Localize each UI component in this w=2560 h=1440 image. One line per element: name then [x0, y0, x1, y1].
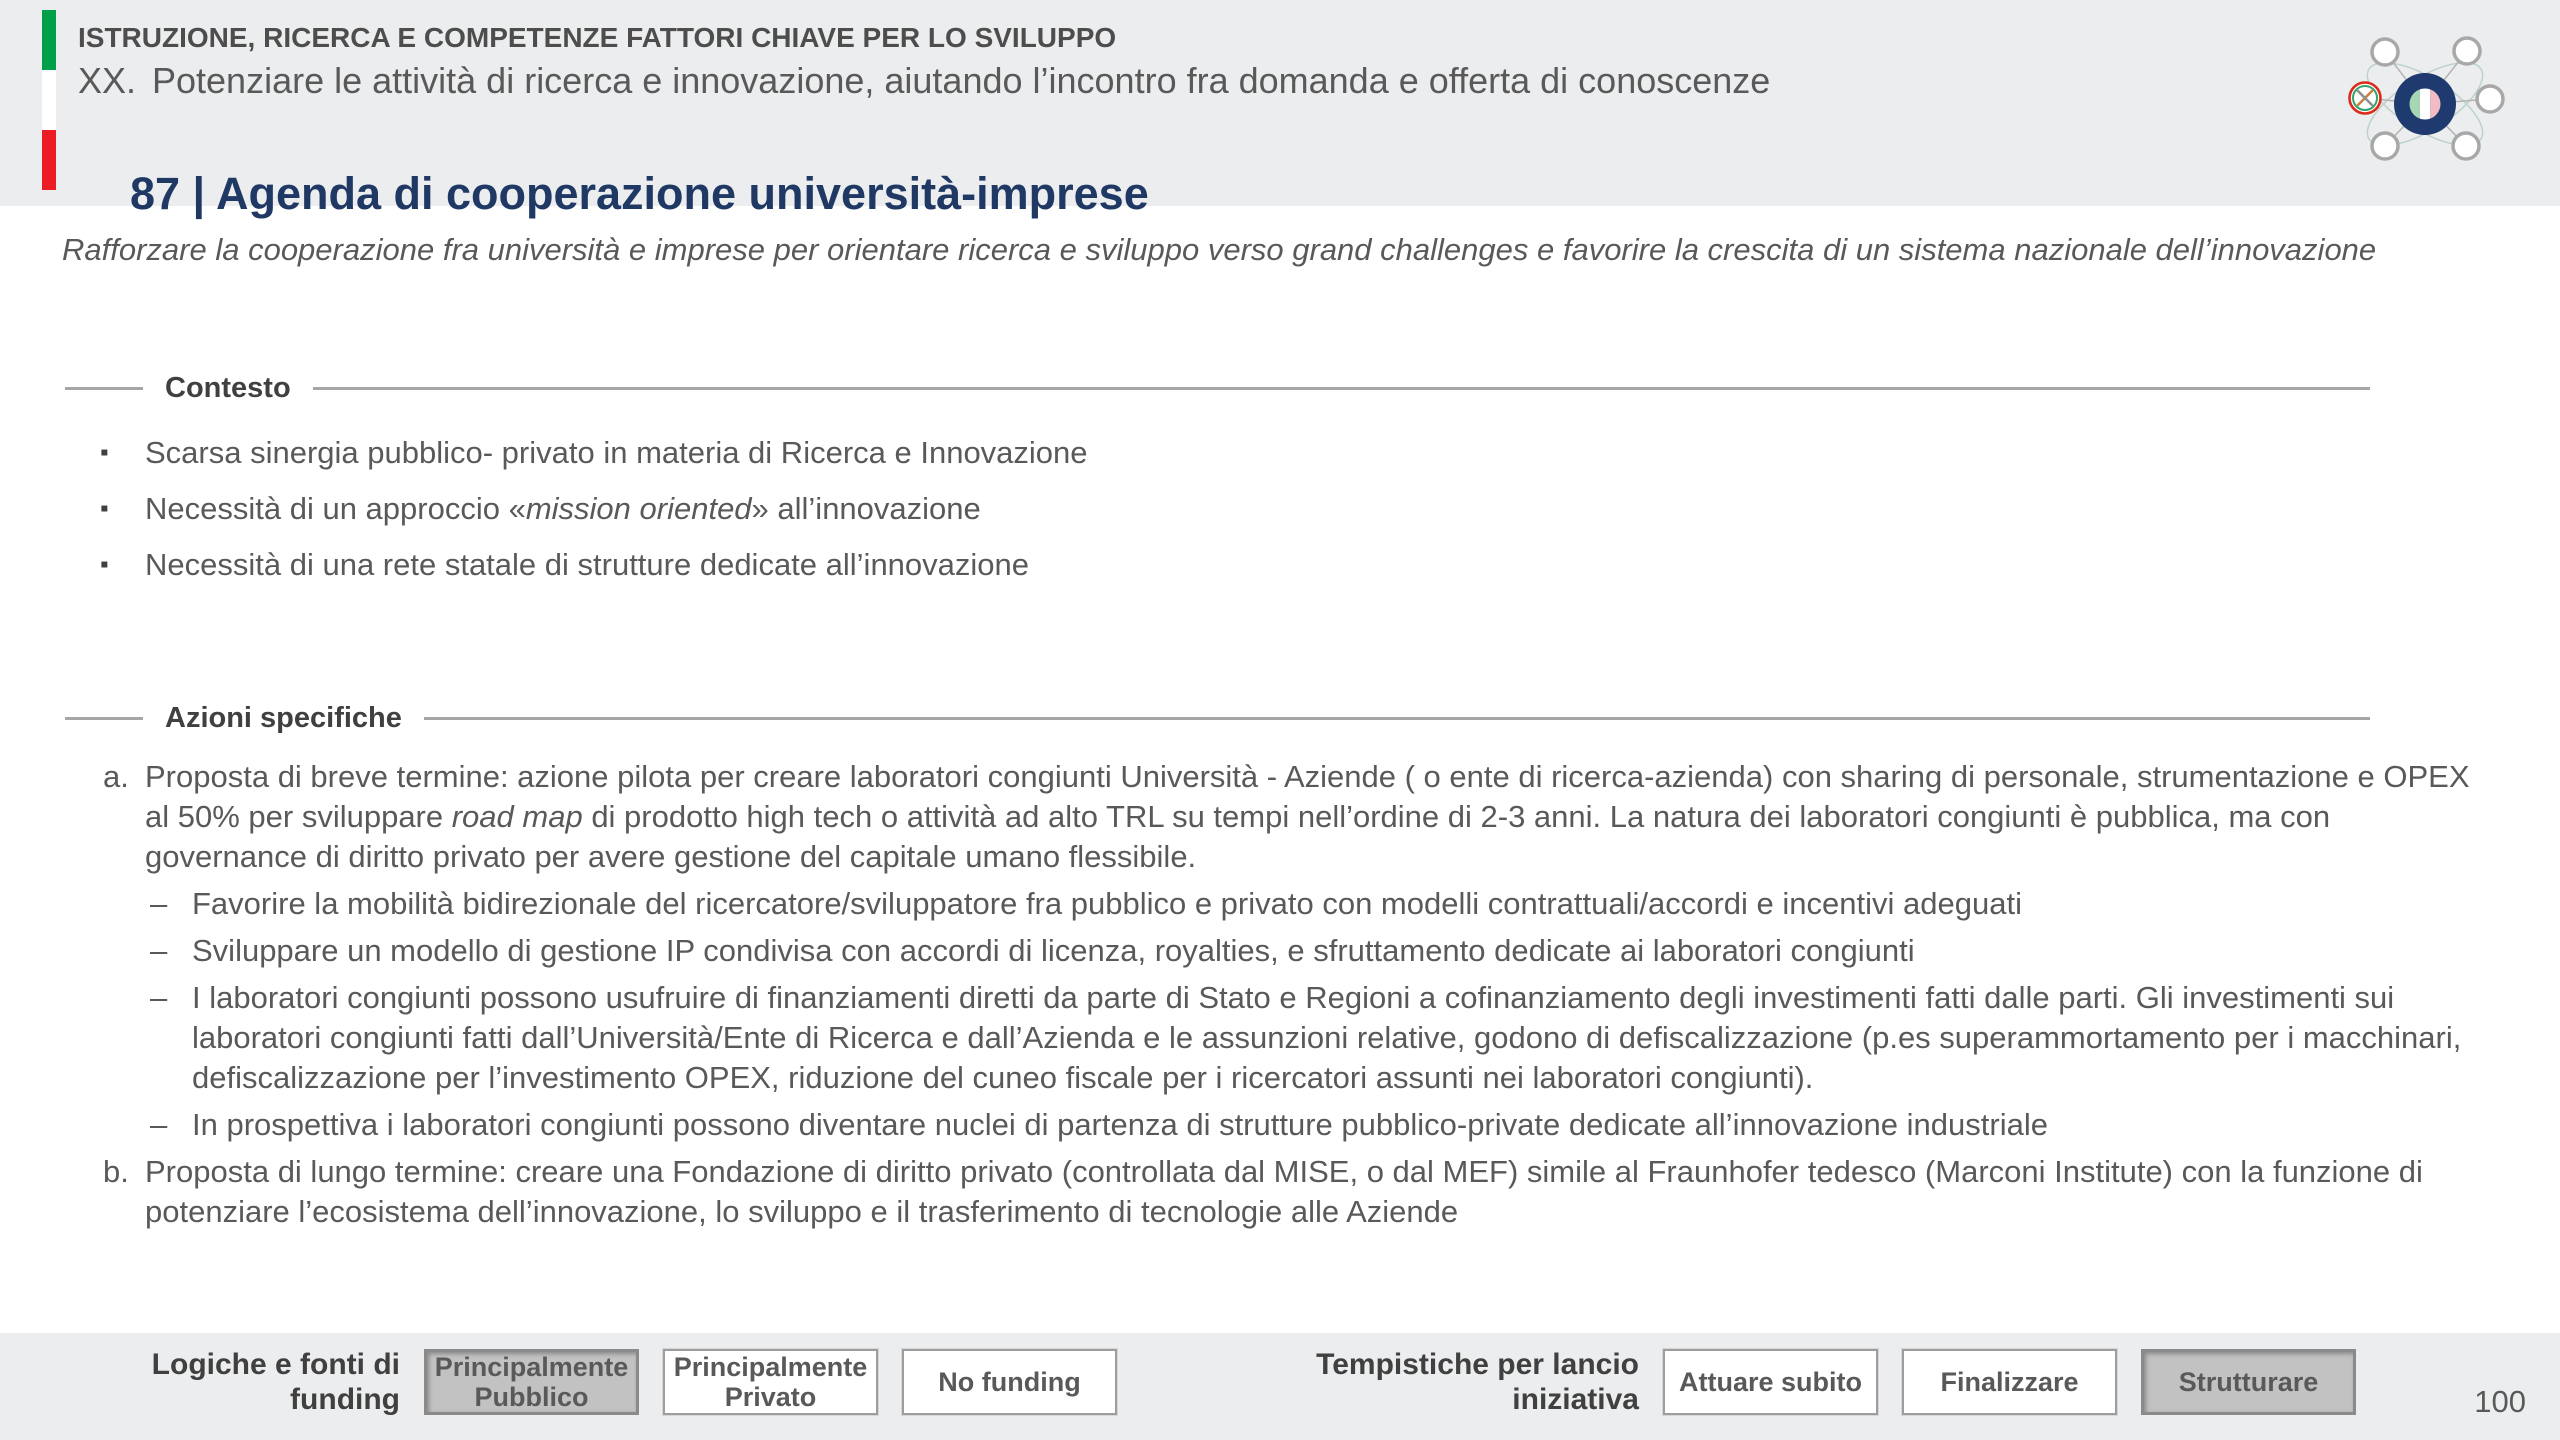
- divider-line: [65, 387, 143, 390]
- objective-statement: Rafforzare la cooperazione fra università e imprese per orientare ricerca e sviluppo verso grand challenges e favorire la crescita di un sistema nazionale dell’innovazione: [62, 232, 2377, 267]
- funding-option-no-funding: No funding: [902, 1349, 1117, 1415]
- page-title: 87 | Agenda di cooperazione università-imprese: [130, 168, 1149, 220]
- logo-node: [2454, 38, 2480, 64]
- sub-action-text: I laboratori congiunti possono usufruire di finanziamenti diretti da parte di Stato e Regioni a cofinanziamento degli investimenti fatti dalle parti. Gli investimenti sui laboratori congiunti fatti dall’Università/Ente di Ricerca e dall’Azienda e le assunzioni relative, godono di defiscalizzazione (p.es superammortamento per i macchinari, defiscalizzazione per l’investimento OPEX, riduzione del cuneo fiscale per i ricercatori assunti nei laboratori congiunti).: [192, 980, 2462, 1095]
- pillar-subtitle: [78, 60, 1770, 102]
- timing-option-attuare-subito: Attuare subito: [1663, 1349, 1878, 1415]
- list-item: [65, 545, 2490, 585]
- logo-highlighted-node: [2350, 83, 2381, 114]
- contesto-heading: Contesto: [165, 372, 291, 404]
- azioni-header: [65, 702, 2490, 735]
- dash-bullet-icon: –: [150, 1107, 168, 1142]
- sub-action-text: In prospettiva i laboratori congiunti possono diventare nuclei di partenza di strutture pubblico-private dedicate all’innovazione industriale: [192, 1107, 2048, 1142]
- funding-option-principalmente-privato: Principalmente Privato: [663, 1349, 878, 1415]
- action-label: a.: [103, 759, 129, 794]
- dash-bullet-icon: –: [150, 933, 168, 968]
- timing-option-strutturare: Strutturare: [2141, 1349, 2356, 1415]
- funding-option-principalmente-pubblico: Principalmente Pubblico: [424, 1349, 639, 1415]
- timing-option-finalizzare: Finalizzare: [1902, 1349, 2117, 1415]
- sub-action-item: [65, 978, 2490, 1098]
- divider-line: [65, 717, 143, 720]
- divider-line: [424, 717, 2370, 720]
- divider-line: [313, 387, 2370, 390]
- azioni-list: [65, 757, 2490, 1232]
- funding-legend: [138, 1344, 1117, 1420]
- azioni-heading: Azioni specifiche: [165, 702, 402, 734]
- sub-action-item: [65, 884, 2490, 924]
- funding-legend-label: Logiche e fonti di funding: [151, 1348, 400, 1416]
- action-item-a: [65, 757, 2490, 877]
- square-bullet-icon: ▪: [100, 439, 109, 466]
- logo-node: [2372, 39, 2398, 65]
- square-bullet-icon: ▪: [100, 495, 109, 522]
- dash-bullet-icon: –: [150, 980, 168, 1015]
- flag-white-stripe: [42, 70, 56, 130]
- action-text: Proposta di breve termine: azione pilota per creare laboratori congiunti Università - Aziende ( o ente di ricerca-azienda) con sharing di personale, strumentazione e OPEX al 50% per sviluppare road map di prodotto high tech o attività ad alto TRL su tempi nell’ordine di 2-3 anni. La natura dei laboratori congiunti è pubblica, ma con governance di diritto privato per avere gestione del capitale umano flessibile.: [145, 759, 2470, 874]
- action-item-b: [65, 1152, 2490, 1232]
- pillar-index: XX.: [78, 60, 137, 101]
- square-bullet-icon: ▪: [100, 551, 109, 578]
- bullet-text: Necessità di una rete statale di strutture dedicate all’innovazione: [145, 547, 1030, 582]
- sub-action-item: [65, 1105, 2490, 1145]
- page-number: 100: [2474, 1384, 2526, 1419]
- flag-green-stripe: [42, 10, 56, 70]
- bullet-text: Scarsa sinergia pubblico- privato in materia di Ricerca e Innovazione: [145, 435, 1088, 470]
- action-text: Proposta di lungo termine: creare una Fondazione di diritto privato (controllata dal MISE, o dal MEF) simile al Fraunhofer tedesco (Marconi Institute) con la funzione di potenziare l’ecosistema dell’innovazione, lo sviluppo e il trasferimento di tecnologie alle Aziende: [145, 1154, 2423, 1229]
- list-item: [65, 489, 2490, 529]
- contesto-header: [65, 372, 2490, 405]
- section-azioni-specifiche: [65, 702, 2490, 1232]
- network-logo-icon: [2308, 14, 2548, 206]
- timing-legend: [1298, 1344, 2356, 1420]
- sub-action-item: [65, 931, 2490, 971]
- logo-node: [2477, 86, 2503, 112]
- list-item: [65, 433, 2490, 473]
- pillar-subtitle-text: Potenziare le attività di ricerca e innovazione, aiutando l’incontro fra domanda e offerta di conoscenze: [152, 60, 1771, 101]
- logo-node: [2453, 133, 2479, 159]
- chapter-kicker: ISTRUZIONE, RICERCA E COMPETENZE FATTORI CHIAVE PER LO SVILUPPO: [78, 22, 1117, 53]
- timing-legend-label: Tempistiche per lancio iniziativa: [1316, 1348, 1639, 1416]
- contesto-bullets: [65, 433, 2490, 585]
- sub-action-text: Favorire la mobilità bidirezionale del ricercatore/sviluppatore fra pubblico e privato con modelli contrattuali/accordi e incentivi adeguati: [192, 886, 2022, 921]
- bullet-text: Necessità di un approccio «mission oriented» all’innovazione: [145, 491, 981, 526]
- sub-action-text: Sviluppare un modello di gestione IP condivisa con accordi di licenza, royalties, e sfruttamento dedicate ai laboratori congiunti: [192, 933, 1915, 968]
- section-contesto: [65, 372, 2490, 601]
- action-label: b.: [103, 1154, 129, 1189]
- dash-bullet-icon: –: [150, 886, 168, 921]
- logo-node: [2372, 133, 2398, 159]
- flag-red-stripe: [42, 130, 56, 190]
- italy-flag-marker: [42, 10, 56, 190]
